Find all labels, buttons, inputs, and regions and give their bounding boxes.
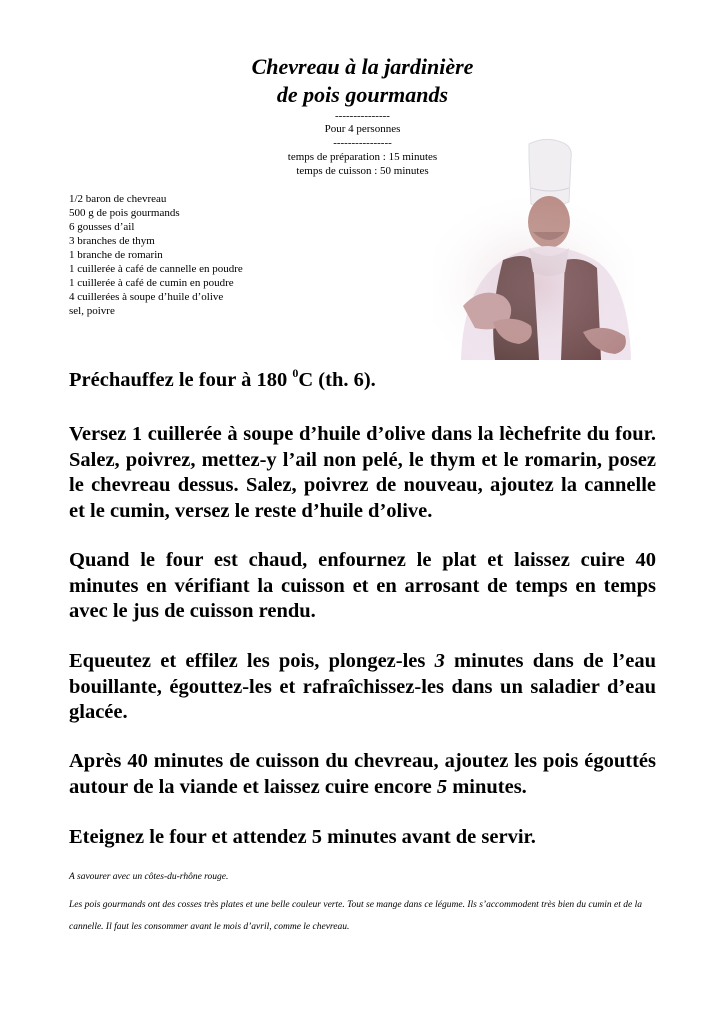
prep-time: temps de préparation : 15 minutes (287, 151, 438, 163)
cook-time: temps de cuisson : 50 minutes (296, 165, 429, 177)
step-peas (69, 649, 656, 726)
separator-bottom: ---------------- (333, 137, 392, 149)
ingredient-item: 3 branches de thym (69, 235, 155, 247)
ingredient-item: sel, poivre (69, 305, 115, 317)
step-preheat-text: Préchauffez le four à 180 (69, 369, 293, 391)
step-prepare-pan: Versez 1 cuillerée à soupe d’huile d’olive dans la lèchefrite du four. Salez, poivrez, mettez-y l’ail non pelé, le thym et le romarin, posez le chevreau dessus. Salez, poivrez de nouveau, ajoutez la cannelle et le cumin, versez le reste d’huile d’olive. (69, 423, 656, 522)
ingredient-item: 500 g de pois gourmands (69, 207, 180, 219)
step-peas-minutes: 3 (434, 650, 445, 672)
title-line-2: de pois gourmands (276, 82, 449, 107)
separator-top: --------------- (335, 110, 390, 122)
peas-note: Les pois gourmands ont des cosses très plates et une belle couleur verte. Tout se mange dans ce légume. Ils s’accommodent très bien du cumin et de la cannelle. Il faut les consommer avant le mois d’avril, comme le chevreau. (69, 900, 642, 932)
degree-symbol: 0 (292, 366, 299, 380)
step-peas-text-end: minutes dans de l’eau bouillante, égouttez-les et rafraîchissez-les dans un saladier d’eau glacée. (69, 650, 656, 723)
step-add-peas-text: Après 40 minutes de cuisson du chevreau, ajoutez les pois égouttés autour de la viande et laissez cuire encore (69, 750, 656, 798)
chef-photo-icon (433, 136, 633, 360)
step-preheat-text-end: C (th. 6). (298, 369, 376, 391)
ingredient-item: 6 gousses d’ail (69, 221, 135, 233)
ingredient-list (69, 192, 369, 318)
step-add-peas-text-end: minutes. (447, 775, 527, 798)
step-roast: Quand le four est chaud, enfournez le plat et laissez cuire 40 minutes en vérifiant la cuisson et en arrosant de temps en temps avec le jus de cuisson rendu. (69, 549, 656, 622)
ingredient-item: 1/2 baron de chevreau (69, 193, 167, 205)
step-peas-text: Equeutez et effilez les pois, plongez-les (69, 650, 435, 672)
step-rest: Eteignez le four et attendez 5 minutes avant de servir. (69, 826, 536, 848)
step-add-peas (69, 749, 656, 800)
step-preheat (69, 368, 656, 394)
ingredient-item: 1 cuillerée à café de cannelle en poudre (69, 263, 243, 275)
chef-photo (433, 136, 633, 360)
ingredient-item: 4 cuillerées à soupe d’huile d’olive (69, 291, 224, 303)
wine-note: A savourer avec un côtes-du-rhône rouge. (69, 872, 229, 882)
servings: Pour 4 personnes (324, 123, 401, 135)
ingredient-item: 1 branche de romarin (69, 249, 163, 261)
step-add-peas-minutes: 5 (436, 775, 448, 798)
ingredient-item: 1 cuillerée à café de cumin en poudre (69, 277, 234, 289)
title-line-1: Chevreau à la jardinière (251, 54, 474, 79)
